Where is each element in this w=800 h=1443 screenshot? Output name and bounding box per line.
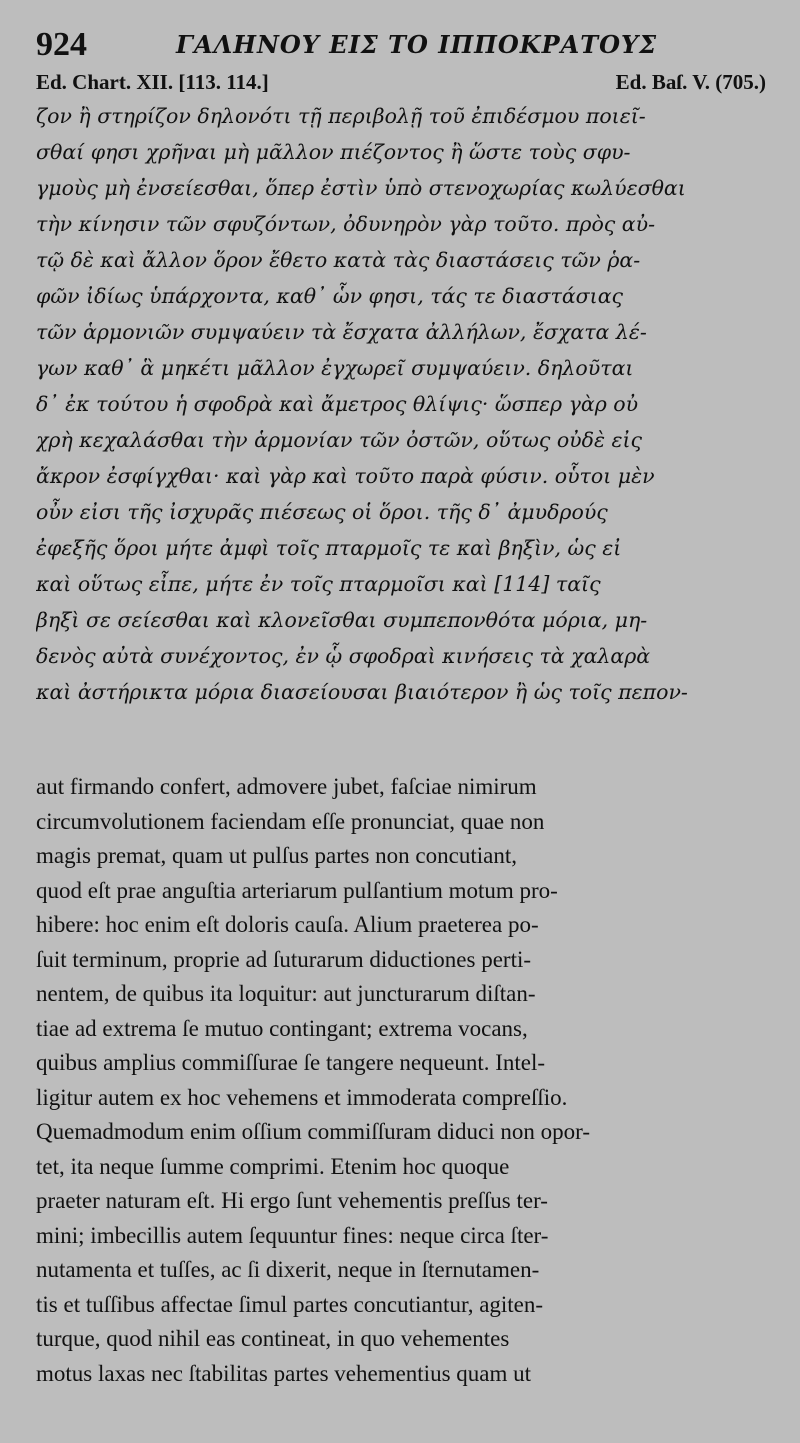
edition-reference-line <box>36 70 766 98</box>
greek-text-line: τὴν κίνησιν τῶν σφυζόντων, ὀδυνηρὸν γὰρ τοῦτο. πρὸς αὐ- <box>36 212 656 236</box>
latin-text-line: turque, quod nihil eas contineat, in quo vehementes <box>36 1326 510 1351</box>
latin-text-line: ligitur autem ex hoc vehemens et immoderata compreſſio. <box>36 1084 568 1110</box>
latin-text-line: aut firmando confert, admovere jubet, faſciae nimirum <box>36 774 537 799</box>
latin-text-block <box>36 770 774 1391</box>
greek-text-line: ἐφεξῆς ὅροι μήτε ἀμφὶ τοῖς πταρμοῖς τε καὶ βηξὶν, ὡς εἰ <box>36 536 622 560</box>
latin-text-line: quod eſt prae anguſtia arteriarum pulſantium motum pro- <box>36 877 558 903</box>
greek-text-line: δ᾽ ἐκ τούτου ἡ σφοδρὰ καὶ ἄμετρος θλίψις· ὥσπερ γὰρ οὐ <box>36 392 639 416</box>
latin-text-line: praeter naturam eſt. Hi ergo ſunt vehementis preſſus ter- <box>36 1188 548 1213</box>
greek-text-line: δενὸς αὐτὰ συνέχοντος, ἐν ᾧ σφοδραὶ κινήσεις τὰ χαλαρὰ <box>36 644 651 668</box>
latin-text-line: tiae ad extrema ſe mutuo contingant; extrema vocans, <box>36 1015 528 1041</box>
latin-text-line: circumvolutionem faciendam eſſe pronunciat, quae non <box>36 808 545 834</box>
latin-text-line: ſuit terminum, proprie ad ſuturarum diductiones perti- <box>36 946 532 972</box>
greek-text-line: γων καθ᾽ ἃ μηκέτι μᾶλλον ἐγχωρεῖ συμψαύειν. δηλοῦται <box>36 356 634 380</box>
greek-text-line: τῷ δὲ καὶ ἄλλον ὅρον ἔθετο κατὰ τὰς διαστάσεις τῶν ῥα- <box>36 248 641 272</box>
latin-text-line: nutamenta et tuſſes, ac ſi dixerit, neque in ſternutamen- <box>36 1257 540 1282</box>
greek-text-line: γμοὺς μὴ ἐνσείεσθαι, ὅπερ ἐστὶν ὑπὸ στενοχωρίας κωλύεσθαι <box>36 176 686 200</box>
edition-reference-basel: Ed. Baſ. V. (705.) <box>615 70 766 94</box>
latin-text-line: nentem, de quibus ita loquitur: aut juncturarum diſtan- <box>36 981 536 1006</box>
greek-text-block <box>36 98 766 710</box>
latin-text-line: tet, ita neque ſumme comprimi. Etenim hoc quoque <box>36 1153 510 1179</box>
greek-text-line: ἄκρον ἐσφίγχθαι· καὶ γὰρ καὶ τοῦτο παρὰ φύσιν. οὗτοι μὲν <box>36 464 655 488</box>
latin-text-line: hibere: hoc enim eſt doloris cauſa. Alium praeterea po- <box>36 912 539 937</box>
greek-text-line: βηξὶ σε σείεσθαι καὶ κλονεῖσθαι συμπεπονθότα μόρια, μη- <box>36 608 648 632</box>
greek-text-line: φῶν ἰδίως ὑπάρχοντα, καθ᾽ ὧν φησι, τάς τε διαστάσιας <box>36 284 624 308</box>
greek-text-line: τῶν ἁρμονιῶν συμψαύειν τὰ ἔσχατα ἀλλήλων, ἔσχατα λέ- <box>36 320 647 344</box>
greek-text-line: οὖν εἰσι τῆς ἰσχυρᾶς πιέσεως οἱ ὅροι. τῆς δ᾽ ἀμυδρούς <box>36 500 608 524</box>
greek-text-line: σθαί φησι χρῆναι μὴ μᾶλλον πιέζοντος ἢ ὥστε τοὺς σφυ- <box>36 140 631 164</box>
greek-text-line: καὶ οὕτως εἶπε, μήτε ἐν τοῖς πταρμοῖσι καὶ [114] ταῖς <box>36 572 601 596</box>
latin-text-line: motus laxas nec ſtabilitas partes vehementius quam ut <box>36 1360 532 1386</box>
latin-text-line: magis premat, quam ut pulſus partes non concutiant, <box>36 843 517 868</box>
latin-text-line: quibus amplius commiſſurae ſe tangere nequeunt. Intel- <box>36 1050 546 1075</box>
latin-text-line: tis et tuſſibus affectae ſimul partes concutiantur, agiten- <box>36 1291 544 1317</box>
page-header <box>36 26 766 66</box>
latin-text-line: mini; imbecillis autem ſequuntur fines: neque circa ſter- <box>36 1222 549 1248</box>
greek-text-line: καὶ ἀστήρικτα μόρια διασείουσαι βιαιότερον ἢ ὡς τοῖς πεπον- <box>36 680 688 704</box>
greek-text-line: χρὴ κεχαλάσθαι τὴν ἁρμονίαν τῶν ὀστῶν, οὕτως οὐδὲ εἰς <box>36 428 643 452</box>
greek-text-line: ζον ἢ στηρίζον δηλονότι τῇ περιβολῇ τοῦ ἐπιδέσμου ποιεῖ- <box>36 104 646 128</box>
page-number: 924 <box>36 26 87 63</box>
running-title: ΓΑΛΗΝΟΥ ΕΙΣ ΤΟ ΙΠΠΟΚΡΑΤΟΥΣ <box>176 30 658 59</box>
latin-text-line: Quemadmodum enim oſſium commiſſuram diduci non opor- <box>36 1119 591 1144</box>
edition-reference-chartier: Ed. Chart. XII. [113. 114.] <box>36 70 269 94</box>
